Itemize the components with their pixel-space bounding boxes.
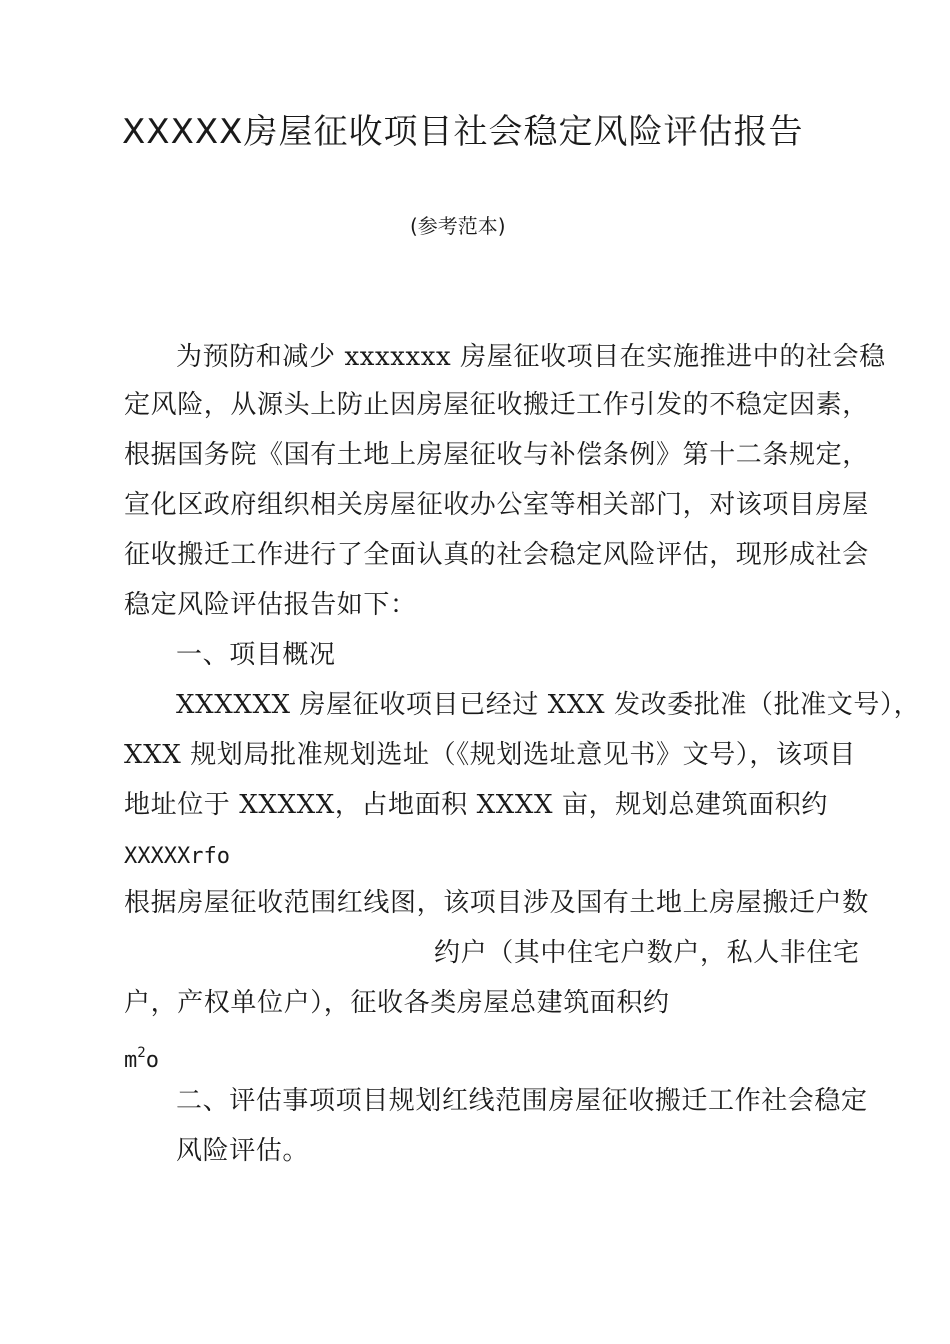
section1-heading: 一、项目概况 — [176, 640, 336, 670]
para2-line-2: XXX 规划局批准规划选址（《规划选址意见书》文号），该项目 — [124, 740, 856, 770]
area-unit-superscript: 2 — [137, 1045, 146, 1061]
document-subtitle: (参考范本) — [410, 214, 506, 238]
para1-line-4: 宣化区政府组织相关房屋征收办公室等相关部门，对该项目房屋 — [124, 490, 869, 520]
para1-line-5: 征收搬迁工作进行了全面认真的社会稳定风险评估，现形成社会 — [124, 540, 869, 570]
area-unit-tail: o — [145, 1048, 159, 1073]
para2-line-1: XXXXXX 房屋征收项目已经过 XXX 发改委批准（批准文号）， — [176, 690, 921, 720]
section2-line-1: 二、评估事项项目规划红线范围房屋征收搬迁工作社会稳定 — [176, 1086, 868, 1116]
para1-line-6: 稳定风险评估报告如下： — [124, 590, 417, 620]
para2-line-3: 地址位于 XXXXX，占地面积 XXXX 亩，规划总建筑面积约 — [124, 790, 828, 820]
para1-line-3: 根据国务院《国有土地上房屋征收与补偿条例》第十二条规定， — [124, 440, 869, 470]
para3-line-2: 约户（其中住宅户数户，私人非住宅 — [434, 938, 860, 968]
para3-line-3: 户，产权单位户），征收各类房屋总建筑面积约 — [124, 988, 670, 1018]
document-title: XXXXX房屋征收项目社会稳定风险评估报告 — [122, 112, 804, 152]
area-unit-base: m — [124, 1048, 138, 1073]
section2-line-2: 风险评估。 — [176, 1136, 310, 1166]
area-unit — [124, 1036, 159, 1078]
para3-line-1: 根据房屋征收范围红线图，该项目涉及国有土地上房屋搬迁户数 — [124, 888, 869, 918]
para2-line-4: XXXXXrfo — [124, 844, 230, 869]
para1-line-2: 定风险，从源头上防止因房屋征收搬迁工作引发的不稳定因素， — [124, 390, 869, 420]
para1-line-1: 为预防和减少 xxxxxxx 房屋征收项目在实施推进中的社会稳 — [176, 342, 886, 372]
